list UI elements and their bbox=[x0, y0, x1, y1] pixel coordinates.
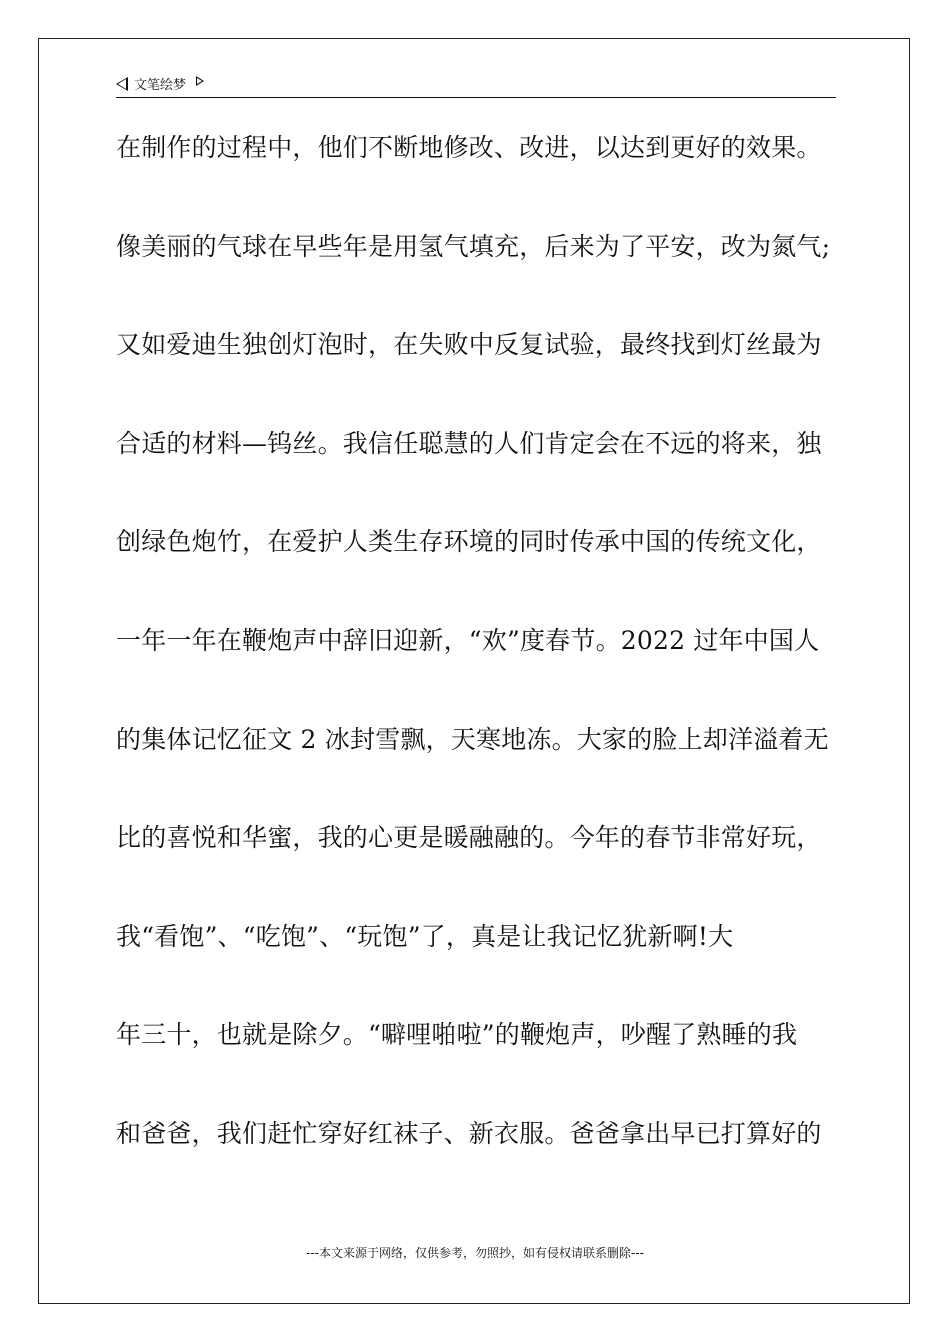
text-line: 我“看饱”、“吃饱”、“玩饱”了，真是让我记忆犹新啊!大 bbox=[116, 921, 734, 951]
header-brand bbox=[116, 74, 204, 93]
text-line: 在制作的过程中，他们不断地修改、改进，以达到更好的效果。 bbox=[116, 133, 822, 162]
text-line: 创绿色炮竹，在爱护人类生存环境的同时传承中国的传统文化， bbox=[116, 527, 822, 557]
text-line: 和爸爸，我们赶忙穿好红袜子、新衣服。爸爸拿出早已打算好的 bbox=[116, 1118, 822, 1148]
triangle-left-icon bbox=[116, 77, 128, 91]
text-line: 的集体记忆征文 2 冰封雪飘，天寒地冻。大家的脸上却洋溢着无 bbox=[116, 724, 829, 754]
text-line: 又如爱迪生独创灯泡时，在失败中反复试验，最终找到灯丝最为 bbox=[116, 330, 822, 360]
document-body bbox=[116, 122, 846, 1207]
text-line: 比的喜悦和华蜜，我的心更是暖融融的。今年的春节非常好玩， bbox=[116, 823, 822, 853]
header-divider bbox=[116, 97, 836, 98]
text-line: 合适的材料—钨丝。我信任聪慧的人们肯定会在不远的将来，独 bbox=[116, 428, 822, 458]
page-header bbox=[116, 74, 836, 98]
footer-notice: ---本文来源于网络，仅供参考，勿照抄，如有侵权请联系删除--- bbox=[306, 1246, 644, 1260]
text-line: 一年一年在鞭炮声中辞旧迎新，“欢”度春节。2022 过年中国人 bbox=[116, 625, 820, 655]
text-line: 年三十，也就是除夕。“噼哩啪啦”的鞭炮声，吵醒了熟睡的我 bbox=[116, 1020, 798, 1050]
triangle-right-icon bbox=[196, 76, 204, 86]
text-line: 像美丽的气球在早些年是用氢气填充，后来为了平安，改为氮气; bbox=[116, 231, 831, 261]
header-title: 文笔绘梦 bbox=[134, 78, 187, 93]
